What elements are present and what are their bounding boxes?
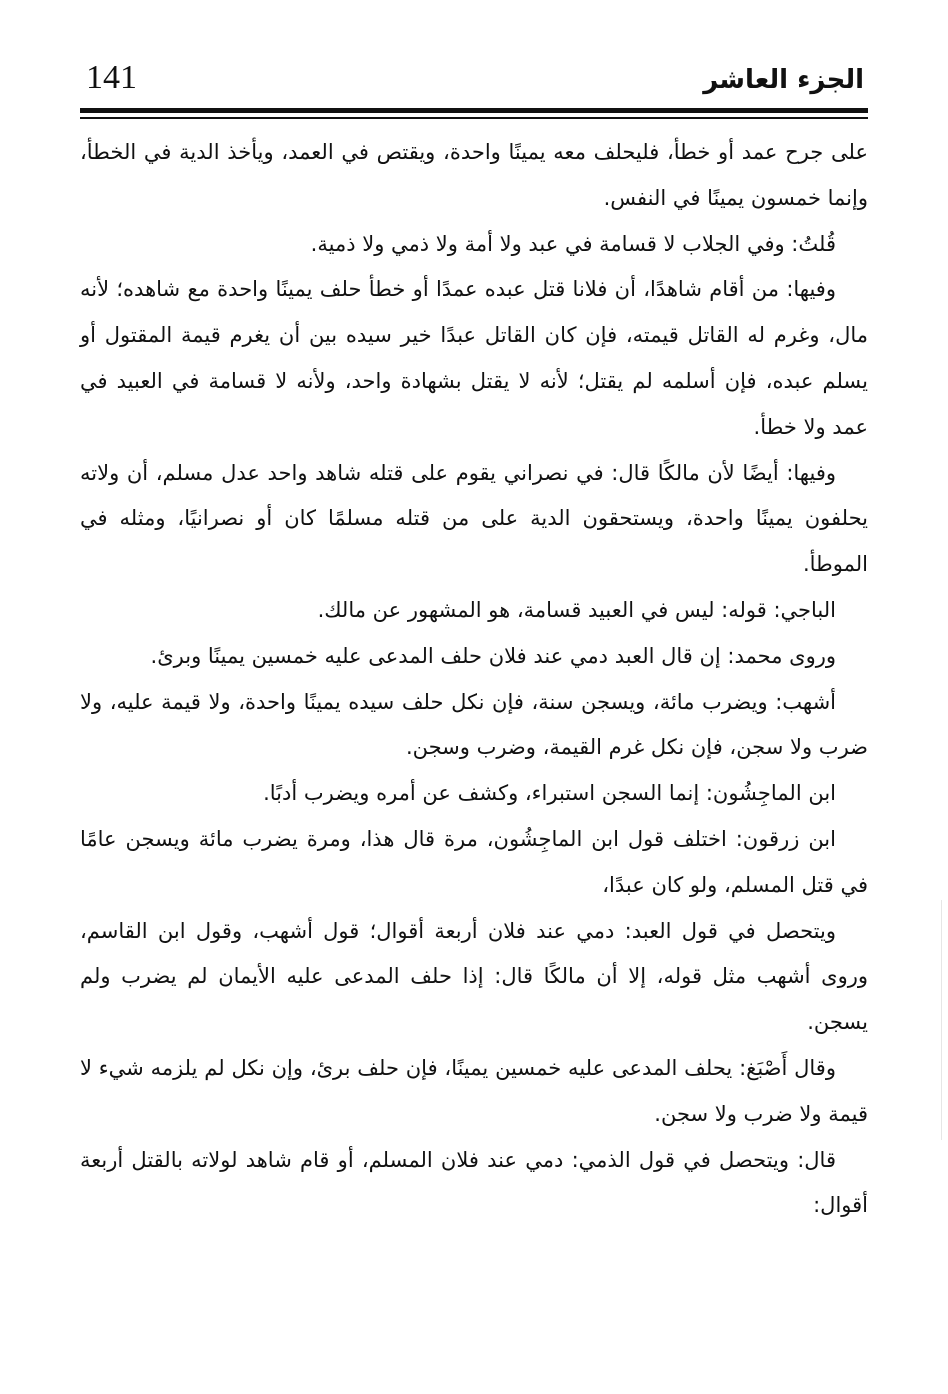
paragraph: على جرح عمد أو خطأ، فليحلف معه يمينًا واحدة، ويقتص في العمد، ويأخذ الدية في الخطأ، وإنما خمسون يمينًا في النفس. (80, 140, 868, 210)
body-text (80, 130, 868, 1229)
paragraph: قال: ويتحصل في قول الذمي: دمي عند فلان المسلم، أو قام شاهد لولاته بالقتل أربعة أقوال: (80, 1147, 868, 1218)
header-rule-thick (80, 108, 868, 113)
paragraph: ابن زرقون: اختلف قول ابن الماجِشُون، مرة قال هذا، ومرة يضرب مائة ويسجن عامًا في قتل المسلم، ولو كان عبدًا، (80, 826, 868, 897)
paragraph: ويتحصل في قول العبد: دمي عند فلان أربعة أقوال؛ قول أشهب، وقول ابن القاسم، وروى أشهب مثل قوله، إلا أن مالكًا قال: إذا حلف المدعى عليه الأيمان لم يضرب ولم يسجن. (80, 918, 868, 1035)
paragraph: أشهب: ويضرب مائة، ويسجن سنة، فإن نكل حلف سيده يمينًا واحدة، ولا قيمة عليه، ولا ضرب ولا سجن، فإن نكل غرم القيمة، وضرب وسجن. (80, 689, 868, 760)
paragraph: وفيها: أيضًا لأن مالكًا قال: في نصراني يقوم على قتله شاهد واحد عدل مسلم، أن ولاته يحلفون يمينًا واحدة، ويستحقون الدية على من قتله مسلمًا كان أو نصرانيًا، ومثله في الموطأ. (80, 460, 868, 577)
paragraph: ابن الماجِشُون: إنما السجن استبراء، وكشف عن أمره ويضرب أدبًا. (263, 781, 836, 806)
paragraph: وروى محمد: إن قال العبد دمي عند فلان حلف المدعى عليه خمسين يمينًا وبرئ. (150, 643, 836, 668)
paragraph: وفيها: من أقام شاهدًا، أن فلانا قتل عبده عمدًا أو خطأ حلف يمينًا واحدة مع شاهده؛ لأنه مال، وغرم له القاتل قيمته، فإن كان القاتل عبدًا خير سيده بين أن يغرم قيمة المقتول أو يسلم عبده، فإن أسلمه لم يقتل؛ لأنه لا يقتل بشهادة واحد، ولأنه لا قسامة في العبيد في عمد ولا خطأ. (80, 277, 868, 439)
page-number: 141 (86, 59, 137, 96)
running-title: الجزء العاشر (703, 65, 864, 95)
paragraph: قُلتُ: وفي الجلاب لا قسامة في عبد ولا أمة ولا ذمي ولا ذمية. (310, 231, 836, 256)
scan-edge-line (941, 900, 942, 1140)
paragraph: الباجي: قوله: ليس في العبيد قسامة، هو المشهور عن مالك. (317, 597, 836, 622)
page-header (80, 56, 868, 106)
header-rule-thin (80, 117, 868, 119)
paragraph: وقال أَصْبَغ: يحلف المدعى عليه خمسين يمينًا، فإن حلف برئ، وإن نكل لم يلزمه شيء لا قيمة ولا ضرب ولا سجن. (80, 1055, 868, 1126)
